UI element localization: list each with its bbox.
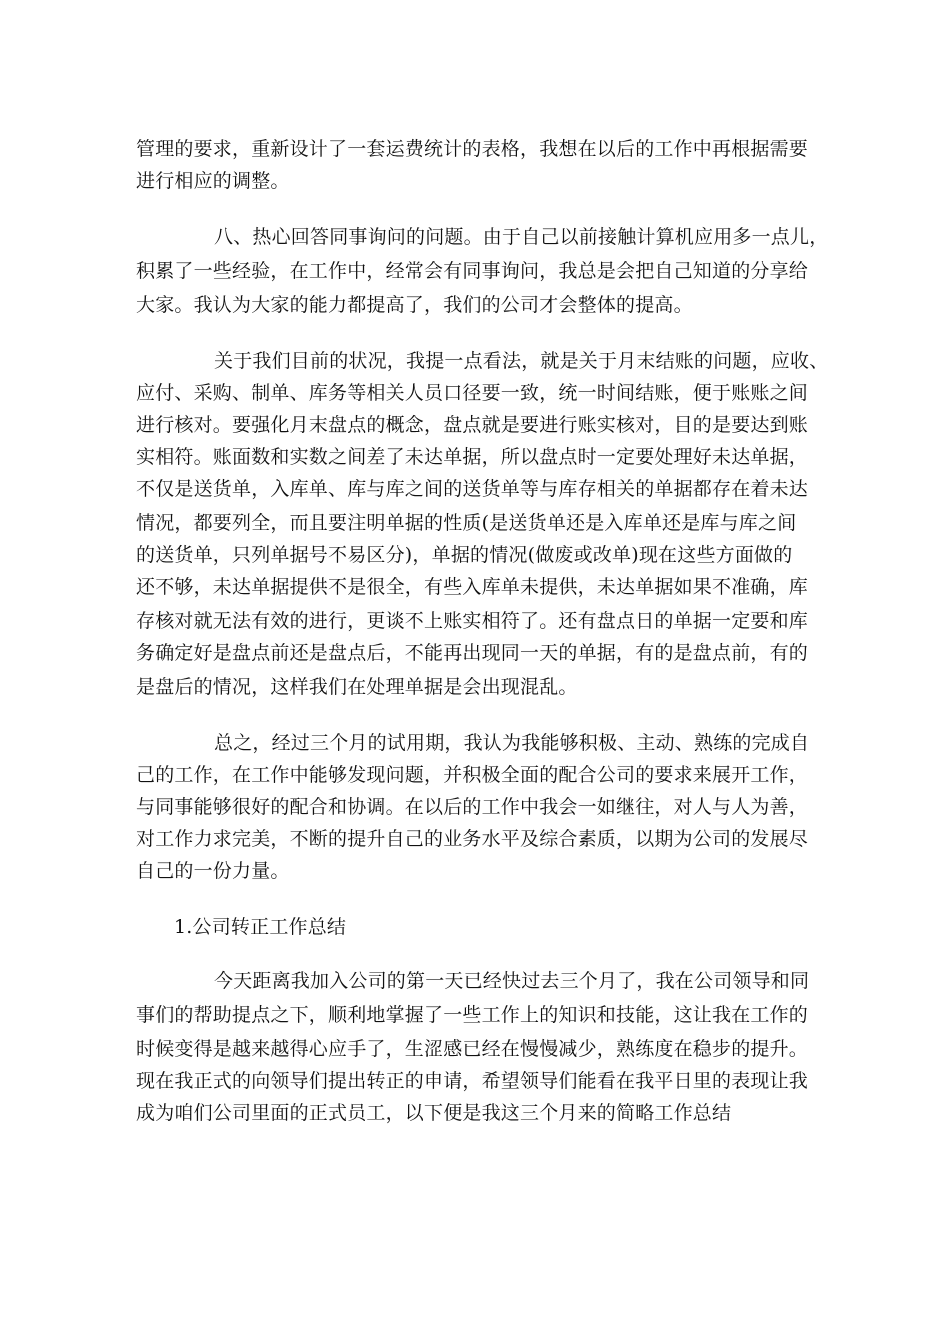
paragraph-line: 八、热心回答同事询问的问题。由于自己以前接触计算机应用多一点儿， xyxy=(214,226,829,248)
paragraph-line: 的送货单，只列单据号不易区分)，单据的情况(做废或改单)现在这些方面做的 xyxy=(136,544,793,566)
paragraph-line: 务确定好是盘点前还是盘点后，不能再出现同一天的单据，有的是盘点前，有的 xyxy=(136,642,809,664)
paragraph-line: 管理的要求，重新设计了一套运费统计的表格，我想在以后的工作中再根据需要 xyxy=(136,138,809,160)
paragraph-line: 大家。我认为大家的能力都提高了，我们的公司才会整体的提高。 xyxy=(136,294,693,316)
paragraph-line: 己的工作，在工作中能够发现问题，并积极全面的配合公司的要求来展开工作， xyxy=(136,764,809,786)
paragraph-line: 今天距离我加入公司的第一天已经快过去三个月了，我在公司领导和同 xyxy=(214,970,810,992)
paragraph-line: 时候变得是越来越得心应手了，生涩感已经在慢慢减少，熟练度在稳步的提升。 xyxy=(136,1038,809,1060)
paragraph-line: 应付、采购、制单、库务等相关人员口径要一致，统一时间结账，便于账账之间 xyxy=(136,382,809,404)
section-heading: 1.公司转正工作总结 xyxy=(174,916,347,938)
paragraph-line: 事们的帮助提点之下，顺利地掌握了一些工作上的知识和技能，这让我在工作的 xyxy=(136,1004,809,1026)
paragraph-line: 情况，都要列全，而且要注明单据的性质(是送货单还是入库单还是库与库之间 xyxy=(136,512,797,534)
paragraph-line: 进行核对。要强化月末盘点的概念，盘点就是要进行账实核对，目的是要达到账 xyxy=(136,414,809,436)
paragraph-line: 积累了一些经验，在工作中，经常会有同事询问，我总是会把自己知道的分享给 xyxy=(136,260,809,282)
paragraph-line: 实相符。账面数和实数之间差了未达单据，所以盘点时一定要处理好未达单据， xyxy=(136,446,809,468)
paragraph-line: 关于我们目前的状况，我提一点看法，就是关于月末结账的问题，应收、 xyxy=(214,350,829,372)
paragraph-line: 自己的一份力量。 xyxy=(136,860,290,882)
paragraph-line: 对工作力求完美，不断的提升自己的业务水平及综合素质，以期为公司的发展尽 xyxy=(136,828,809,850)
paragraph-line: 现在我正式的向领导们提出转正的申请，希望领导们能看在我平日里的表现让我 xyxy=(136,1070,809,1092)
paragraph-line: 存核对就无法有效的进行，更谈不上账实相符了。还有盘点日的单据一定要和库 xyxy=(136,610,809,632)
paragraph-line: 进行相应的调整。 xyxy=(136,170,290,192)
paragraph-line: 还不够，未达单据提供不是很全，有些入库单未提供，未达单据如果不准确，库 xyxy=(136,576,809,598)
paragraph-line: 是盘后的情况，这样我们在处理单据是会出现混乱。 xyxy=(136,676,578,698)
paragraph-line: 不仅是送货单，入库单、库与库之间的送货单等与库存相关的单据都存在着未达 xyxy=(136,478,809,500)
paragraph-line: 成为咱们公司里面的正式员工，以下便是我这三个月来的简略工作总结 xyxy=(136,1102,732,1124)
paragraph-line: 总之，经过三个月的试用期，我认为我能够积极、主动、熟练的完成自 xyxy=(214,732,810,754)
paragraph-line: 与同事能够很好的配合和协调。在以后的工作中我会一如继往，对人与人为善， xyxy=(136,796,809,818)
